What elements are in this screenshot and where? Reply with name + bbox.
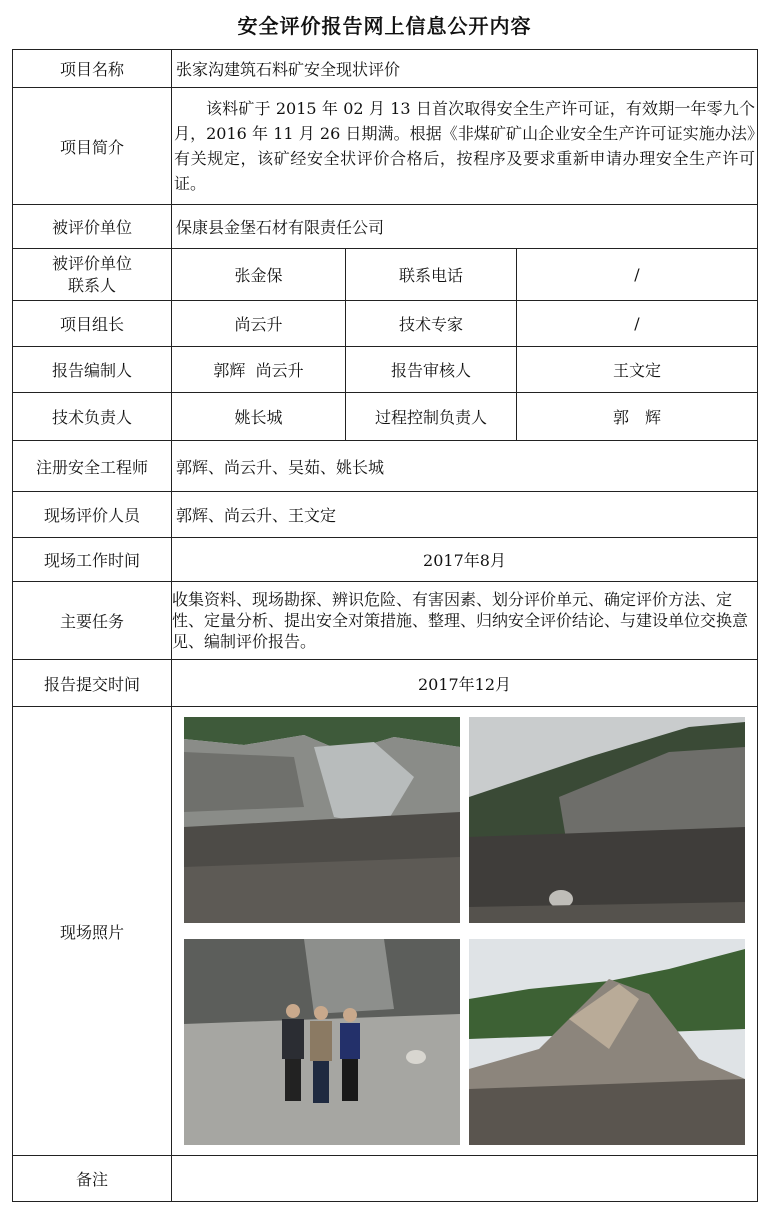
tech-lead-value: 姚长城	[172, 393, 346, 441]
site-photo-2	[469, 717, 745, 923]
team-leader-label: 项目组长	[13, 301, 172, 347]
row-photos	[13, 707, 758, 1156]
submit-time-label: 报告提交时间	[13, 660, 172, 707]
reviewer-value: 王文定	[517, 347, 758, 393]
report-author-label: 报告编制人	[13, 347, 172, 393]
row-report-author	[13, 347, 758, 393]
page-title: 安全评价报告网上信息公开内容	[237, 14, 532, 38]
phone-value: /	[517, 249, 758, 301]
team-leader-value: 尚云升	[172, 301, 346, 347]
project-intro-value: 该料矿于 2015 年 02 月 13 日首次取得安全生产许可证，有效期一年零九个月，2016 年 11 月 26 日期满。根据《非煤矿矿山企业安全生产许可证实施办法》有关规定，该矿经安全状评价合格后，按程序及要求重新申请办理安全生产许可证。	[172, 88, 758, 205]
contact-value: 张金保	[172, 249, 346, 301]
report-author-value: 郭辉 尚云升	[172, 347, 346, 393]
remarks-label: 备注	[13, 1156, 172, 1202]
info-table	[12, 49, 758, 1202]
evaluated-unit-label: 被评价单位	[13, 205, 172, 249]
row-tasks	[13, 582, 758, 660]
row-project-name	[13, 50, 758, 88]
row-engineers	[13, 441, 758, 492]
engineers-value: 郭辉、尚云升、吴茹、姚长城	[172, 441, 758, 492]
row-project-intro	[13, 88, 758, 205]
engineers-label: 注册安全工程师	[13, 441, 172, 492]
site-time-label: 现场工作时间	[13, 538, 172, 582]
process-value: 郭 辉	[517, 393, 758, 441]
photos-label: 现场照片	[13, 707, 172, 1156]
tasks-label: 主要任务	[13, 582, 172, 660]
row-team-leader	[13, 301, 758, 347]
site-staff-value: 郭辉、尚云升、王文定	[172, 492, 758, 538]
tasks-value: 收集资料、现场勘探、辨识危险、有害因素、划分评价单元、确定评价方法、定性、定量分析、提出安全对策措施、整理、归纳安全评价结论、与建设单位交换意见、编制评价报告。	[172, 582, 758, 660]
phone-label: 联系电话	[346, 249, 517, 301]
remarks-value	[172, 1156, 758, 1202]
row-tech-lead	[13, 393, 758, 441]
expert-label: 技术专家	[346, 301, 517, 347]
reviewer-label: 报告审核人	[346, 347, 517, 393]
contact-label-line2: 联系人	[67, 275, 116, 295]
site-photo-1	[184, 717, 460, 923]
site-staff-label: 现场评价人员	[13, 492, 172, 538]
expert-value: /	[517, 301, 758, 347]
submit-time-value: 2017年12月	[172, 660, 758, 707]
row-site-staff	[13, 492, 758, 538]
process-label: 过程控制负责人	[346, 393, 517, 441]
site-time-value: 2017年8月	[172, 538, 758, 582]
row-contact	[13, 249, 758, 301]
row-submit-time	[13, 660, 758, 707]
photo-grid	[172, 707, 757, 1155]
row-remarks	[13, 1156, 758, 1202]
site-photo-3	[184, 939, 460, 1145]
project-intro-label: 项目简介	[13, 88, 172, 205]
site-photo-4	[469, 939, 745, 1145]
row-site-time	[13, 538, 758, 582]
project-name-value: 张家沟建筑石料矿安全现状评价	[172, 50, 758, 88]
evaluated-unit-value: 保康县金堡石材有限责任公司	[172, 205, 758, 249]
photos-cell	[172, 707, 758, 1156]
contact-label	[13, 249, 172, 301]
tech-lead-label: 技术负责人	[13, 393, 172, 441]
row-evaluated-unit	[13, 205, 758, 249]
project-name-label: 项目名称	[13, 50, 172, 88]
contact-label-line1: 被评价单位	[51, 253, 132, 273]
